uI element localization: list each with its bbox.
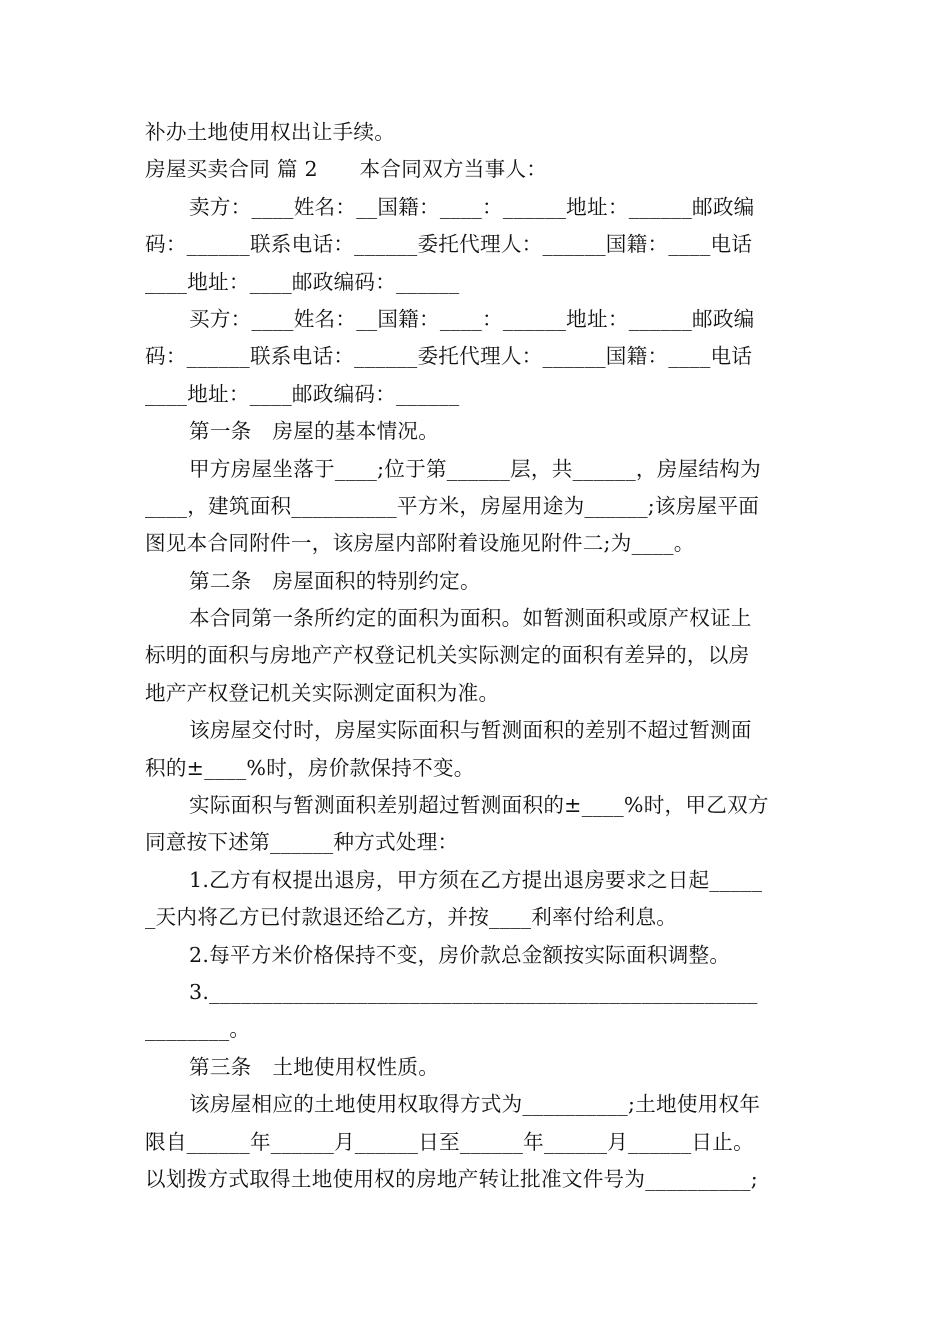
text-line: 买方：____姓名：__国籍：____：______地址：______邮政编 (189, 306, 755, 331)
text-line: 积的±____%时，房价款保持不变。 (145, 755, 475, 780)
text-line: 1.乙方有权提出退房，甲方须在乙方提出退房要求之日起_____ (189, 867, 763, 892)
text-line: 图见本合同附件一，该房屋内部附着设施见附件二;为____。 (145, 531, 695, 556)
text-line: ____，建筑面积__________平方米，房屋用途为______;该房屋平面 (145, 493, 760, 518)
text-line: ________。 (145, 1017, 251, 1042)
text-line: 限自______年______月______日至______年______月______日止。 (145, 1129, 754, 1154)
text-line: _天内将乙方已付款退还给乙方，并按____利率付给利息。 (145, 905, 678, 930)
text-line: 3.____________________________________________________ (189, 979, 758, 1004)
text-line: 码：______联系电话：______委托代理人：______国籍：____电话 (145, 344, 753, 369)
text-line: 第二条 房屋面积的特别约定。 (189, 568, 481, 593)
document-page (145, 114, 810, 1198)
text-line: 第三条 土地使用权性质。 (189, 1054, 440, 1079)
text-line: 房屋买卖合同 篇 2 本合同双方当事人： (145, 157, 548, 182)
text-line: ____地址：____邮政编码：______ (145, 269, 460, 294)
text-line: 同意按下述第______种方式处理： (145, 830, 459, 855)
text-line: 甲方房屋坐落于____;位于第______层，共______，房屋结构为 (189, 456, 761, 481)
text-line: 码：______联系电话：______委托代理人：______国籍：____电话 (145, 232, 753, 257)
text-line: 补办土地使用权出让手续。 (145, 120, 396, 144)
text-line: 卖方：____姓名：__国籍：____：______地址：______邮政编 (189, 194, 755, 219)
text-line: ____地址：____邮政编码：______ (145, 381, 460, 406)
text-line: 地产产权登记机关实际测定面积为准。 (145, 680, 500, 705)
text-line: 本合同第一条所约定的面积为面积。如暂测面积或原产权证上 (189, 606, 752, 631)
text-line: 该房屋相应的土地使用权取得方式为__________;土地使用权年 (189, 1092, 761, 1117)
text-line: 该房屋交付时，房屋实际面积与暂测面积的差别不超过暂测面 (189, 718, 752, 743)
text-line: 以划拨方式取得土地使用权的房地产转让批准文件号为__________; (145, 1166, 758, 1191)
text-line: 2.每平方米价格保持不变，房价款总金额按实际面积调整。 (189, 942, 731, 967)
text-line: 标明的面积与房地产产权登记机关实际测定的面积有差异的，以房 (145, 643, 750, 668)
text-line: 第一条 房屋的基本情况。 (189, 419, 440, 444)
text-line: 实际面积与暂测面积差别超过暂测面积的±____%时，甲乙双方 (189, 793, 769, 818)
